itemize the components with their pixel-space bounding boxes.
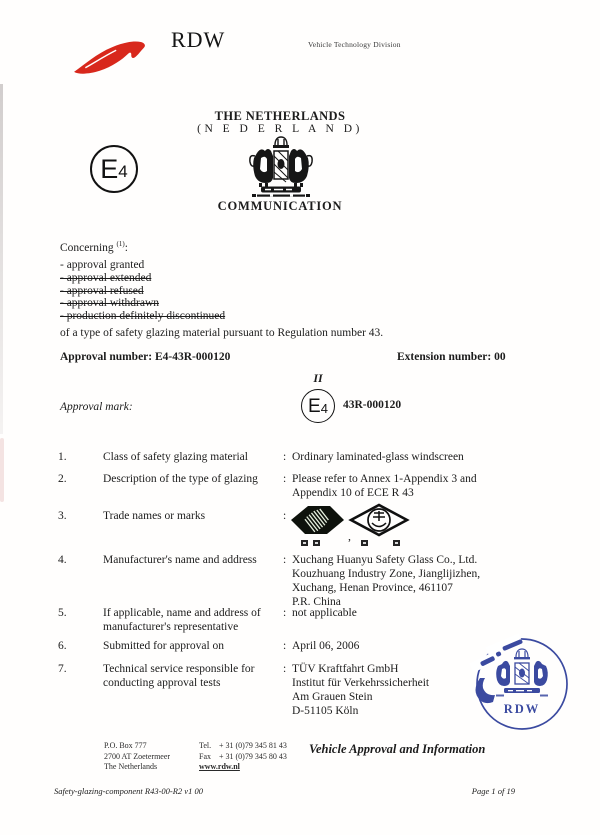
item-label: Class of safety glazing material (103, 451, 248, 463)
e4-mark-digit: 4 (320, 400, 328, 416)
concerning-option: - approval refused (60, 284, 144, 297)
concerning-option: - approval withdrawn (60, 297, 159, 310)
item-colon: : (283, 640, 287, 652)
item-value: not applicable (292, 607, 357, 619)
footer-fax-line: Fax + 31 (0)79 345 80 43 (199, 751, 287, 761)
item-number: 6. (58, 640, 67, 652)
footer-address-line: P.O. Box 777 (104, 741, 147, 750)
page-indicator: Page 1 of 19 (471, 786, 515, 796)
e4-approval-mark-badge (301, 389, 335, 423)
item-value: Ordinary laminated-glass windscreen (292, 451, 464, 463)
scan-artifact (0, 438, 4, 502)
item-colon: : (283, 663, 287, 675)
item-value: April 06, 2006 (292, 640, 360, 652)
glazing-class-roman-numeral: II (313, 371, 323, 385)
item-label: Trade names or marks (103, 510, 206, 522)
communication-title: COMMUNICATION (217, 199, 343, 213)
footer-address-line: 2700 AT Zoetermeer (104, 751, 171, 761)
stamp-rdw-text: RDW (503, 702, 541, 716)
approval-mark-label: Approval mark: (60, 401, 133, 413)
item-colon: : (283, 473, 287, 485)
e4-approval-badge (90, 145, 138, 193)
country-native-title: (N E D E R L A N D) (197, 123, 363, 135)
footnote-reference: (1) (116, 240, 125, 248)
subject-line: of a type of safety glazing material pursuant to Regulation number 43. (60, 327, 384, 339)
concerning-option: - approval extended (60, 271, 152, 284)
trademark-logos (289, 503, 415, 549)
item-number: 2. (58, 473, 67, 485)
item-colon: : (283, 554, 287, 566)
item-value: Please refer to Annex 1-Appendix 3 and Appendix 10 of ECE R 43 (292, 473, 477, 499)
item-row-4 (58, 553, 520, 609)
document-reference: Safety-glazing-component R43-00-R2 v1 00 (54, 786, 203, 796)
item-colon: : (283, 607, 287, 619)
brand-wordmark: RDW (171, 27, 226, 52)
division-label: Vehicle Technology Division (308, 40, 401, 49)
rdw-blue-stamp-icon (468, 628, 572, 738)
dutch-coat-of-arms-icon (245, 136, 317, 198)
e4-badge-digit: 4 (118, 162, 128, 181)
item-number: 4. (58, 554, 67, 566)
scan-artifact (0, 84, 3, 434)
concerning-label (60, 240, 128, 254)
concerning-option: - approval granted (60, 259, 145, 271)
item-value: TÜV Kraftfahrt GmbH Institut für Verkehrssicherheit Am Grauen Stein D-51105 Köln (292, 663, 430, 717)
item-row-2 (58, 472, 520, 500)
item-colon: : (283, 451, 287, 463)
item-row-5 (58, 606, 520, 634)
extension-number: Extension number: 00 (397, 351, 506, 363)
trademark-separator: , (348, 529, 351, 543)
item-label: Manufacturer's name and address (103, 554, 257, 566)
approval-mark-number: 43R-000120 (343, 399, 402, 411)
item-label: Technical service responsible for conducting approval tests (103, 663, 255, 689)
rdw-swoosh-logo-icon (72, 40, 148, 78)
footer-contact-block (199, 741, 287, 773)
concerning-word: Concerning (60, 241, 114, 254)
item-row-1 (58, 450, 520, 464)
e4-mark-letter: E (308, 395, 321, 417)
footer-tel-line: Tel. + 31 (0)79 345 81 43 (199, 741, 287, 750)
item-number: 3. (58, 510, 67, 522)
trademark-diamond-logo-icon (351, 505, 407, 546)
item-row-7 (58, 662, 520, 718)
item-label: If applicable, name and address of manufacturer's representative (103, 607, 261, 633)
item-number: 5. (58, 607, 67, 619)
item-colon: : (283, 510, 287, 522)
concerning-option: - production definitely discontinued (60, 310, 226, 323)
concerning-options-list (60, 259, 225, 323)
footer-tagline: Vehicle Approval and Information (309, 742, 486, 756)
footer-address-line: The Netherlands (104, 762, 158, 771)
item-number: 7. (58, 663, 67, 675)
item-number: 1. (58, 451, 67, 463)
concerning-colon: : (124, 241, 128, 254)
website-link[interactable]: www.rdw.nl (199, 762, 240, 771)
item-label: Description of the type of glazing (103, 473, 258, 485)
e4-badge-letter: E (100, 153, 119, 184)
item-row-6 (58, 639, 520, 653)
approval-number: Approval number: E4-43R-000120 (60, 351, 231, 363)
trademark-hexagon-logo-icon (291, 506, 344, 546)
country-title: THE NETHERLANDS (214, 109, 346, 123)
footer-address-block (104, 741, 170, 773)
item-value: Xuchang Huanyu Safety Glass Co., Ltd. Kouzhuang Industry Zone, Jianglijizhen, Xuchang, Henan Province, 461107 P.R. China (292, 554, 481, 608)
item-label: Submitted for approval on (103, 640, 225, 652)
